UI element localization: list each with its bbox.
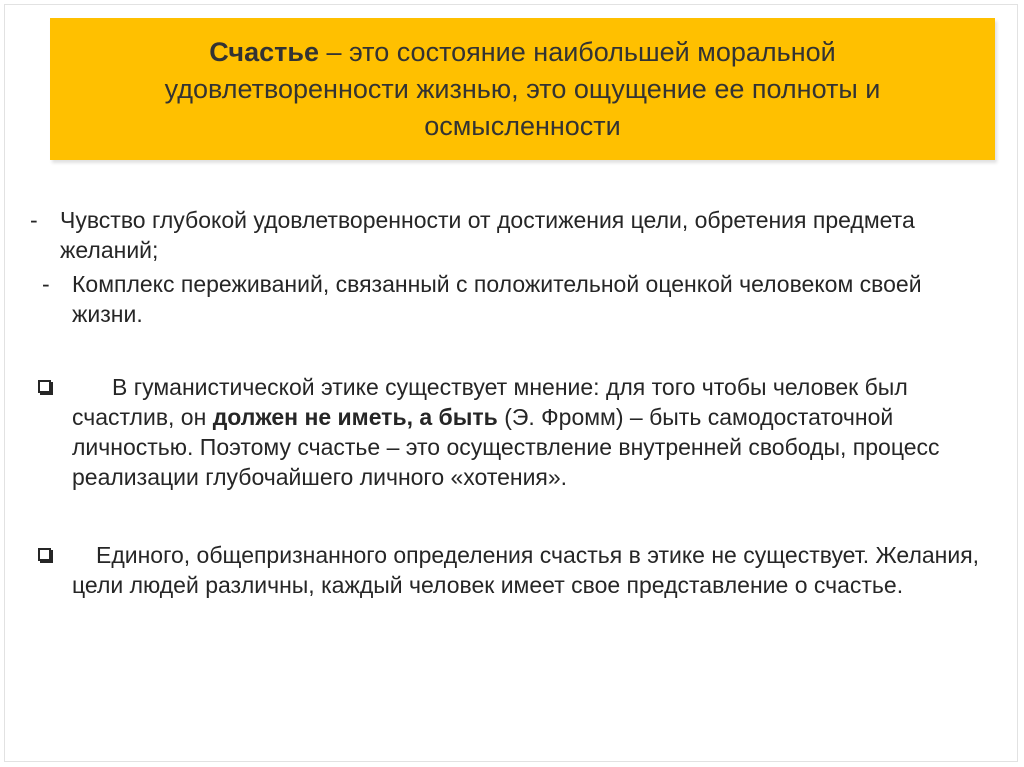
bullet-text-before: В гуманистической этике существует мнение: для того чтобы человек был счастлив, он: [72, 374, 908, 430]
dash-item-text: Чувство глубокой удовлетворенности от достижения цели, обретения предмета желаний;: [60, 207, 915, 263]
checkbox-bullet-icon: [38, 380, 51, 393]
bullet-item-2: [30, 540, 995, 600]
checkbox-bullet-icon: [38, 548, 51, 561]
bullet-text-body: Единого, общепризнанного определения счастья в этике не существует. Желания, цели людей различны, каждый человек имеет свое представление о счастье.: [72, 542, 980, 598]
slide-content: [30, 205, 995, 600]
bullet-item-1: [30, 372, 995, 492]
bullet-bold: должен не иметь, а быть: [212, 404, 498, 430]
dash-marker: -: [42, 271, 50, 297]
dash-item-2: [30, 269, 995, 329]
dash-item-1: [30, 205, 995, 265]
title-bold: Счастье: [209, 36, 319, 67]
title-rest: – это состояние наибольшей моральной удовлетворенности жизнью, это ощущение ее полноты и осмысленности: [164, 36, 881, 141]
dash-item-text: Комплекс переживаний, связанный с положительной оценкой человеком своей жизни.: [72, 271, 922, 327]
title-box: [50, 18, 995, 160]
dash-marker: -: [30, 207, 38, 233]
bullet-text: [30, 372, 995, 492]
bullet-text: [30, 540, 995, 600]
slide-title: [113, 34, 933, 145]
bullet-text-after: (Э. Фромм) – быть самодостаточной личностью. Поэтому счастье – это осуществление внутренней свободы, процесс реализации глубочайшего личного «хотения».: [72, 404, 940, 490]
